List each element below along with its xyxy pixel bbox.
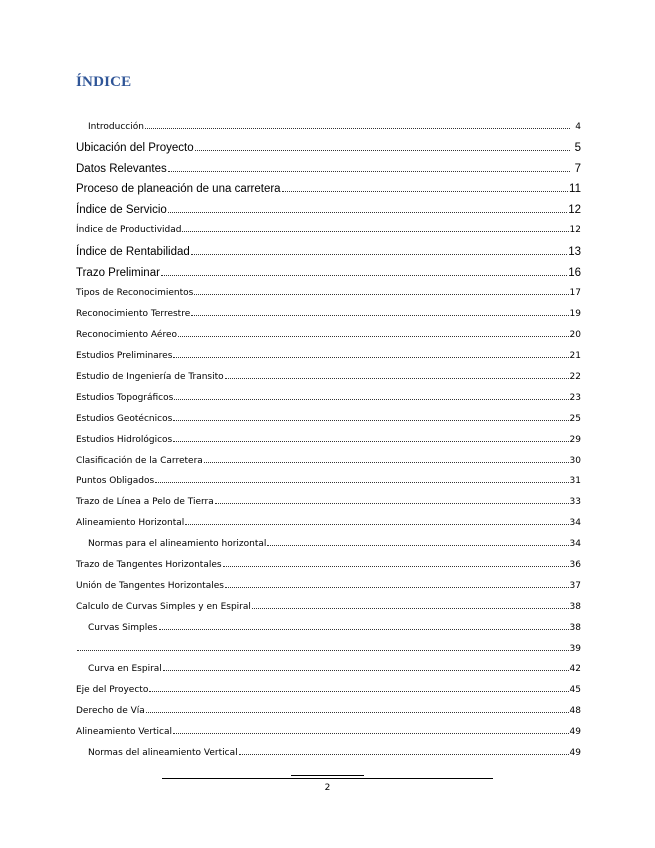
toc-entry-page: 38	[569, 602, 581, 612]
toc-entry-label: Estudios Topográficos	[76, 393, 174, 403]
toc-entry[interactable]	[76, 122, 581, 132]
toc-entry-label: Normas para el alineamiento horizontal	[88, 539, 267, 549]
toc-leader-dots	[215, 502, 569, 504]
toc-entry[interactable]	[76, 456, 581, 466]
toc-entry-label: Datos Relevantes	[76, 163, 167, 175]
toc-entry[interactable]	[76, 644, 581, 654]
toc-entry-page: 7	[574, 163, 581, 175]
toc-entry-label: Calculo de Curvas Simples y en Espiral	[76, 602, 251, 612]
toc-entry-page: 5	[574, 142, 581, 154]
toc-entry-label: Unión de Tangentes Horizontales	[76, 581, 224, 591]
toc-entry-page: 11	[569, 183, 581, 195]
toc-entry[interactable]	[76, 664, 581, 674]
toc-entry[interactable]	[76, 539, 581, 549]
toc-entry-page: 21	[569, 351, 581, 361]
toc-entry-page: 38	[569, 623, 581, 633]
toc-entry-page: 23	[569, 393, 581, 403]
toc-leader-dots	[146, 711, 569, 713]
toc-leader-dots	[145, 127, 570, 129]
toc-entry-label: Índice de Servicio	[76, 204, 167, 216]
toc-leader-dots	[178, 335, 569, 337]
toc-entry-page: 20	[569, 330, 581, 340]
page-title: ÍNDICE	[76, 74, 132, 90]
toc-entry-page: 48	[569, 706, 581, 716]
toc-leader-dots	[223, 565, 569, 567]
toc-entry-label: Estudios Hidrológicos	[76, 435, 173, 445]
toc-entry-label: Trazo de Línea a Pelo de Tierra	[76, 497, 214, 507]
toc-entry-label: Curva en Espiral	[88, 664, 162, 674]
toc-entry-page: 19	[569, 309, 581, 319]
toc-entry-label: Índice de Rentabilidad	[76, 246, 190, 258]
toc-entry[interactable]	[76, 685, 581, 695]
toc-entry[interactable]	[76, 142, 581, 154]
toc-entry-page: 49	[569, 748, 581, 758]
toc-entry-page: 13	[568, 246, 581, 258]
toc-entry-label: Reconocimiento Aéreo	[76, 330, 177, 340]
toc-entry[interactable]	[76, 706, 581, 716]
toc-leader-dots	[204, 461, 569, 463]
toc-entry-page: 49	[569, 727, 581, 737]
toc-leader-dots	[252, 607, 569, 609]
toc-entry[interactable]	[76, 372, 581, 382]
toc-leader-dots	[225, 586, 569, 588]
toc-entry-label: Estudio de Ingeniería de Transito	[76, 372, 224, 382]
toc-entry-label: Estudios Geotécnicos	[76, 414, 173, 424]
toc-entry-label: Proceso de planeación de una carretera	[76, 183, 281, 195]
toc-entry-page: 36	[569, 560, 581, 570]
toc-entry[interactable]	[76, 560, 581, 570]
toc-leader-dots	[173, 419, 568, 421]
toc-entry[interactable]	[76, 351, 581, 361]
footer-rule-short	[291, 775, 364, 776]
toc-leader-dots	[225, 377, 569, 379]
toc-entry-page: 30	[569, 456, 581, 466]
toc-entry[interactable]	[76, 497, 581, 507]
toc-leader-dots	[155, 481, 568, 483]
toc-entry-label: Estudios Preliminares	[76, 351, 173, 361]
toc-entry-page: 31	[569, 476, 581, 486]
toc-entry[interactable]	[76, 288, 581, 298]
toc-entry[interactable]	[76, 727, 581, 737]
toc-leader-dots	[77, 649, 569, 651]
toc-entry[interactable]	[76, 330, 581, 340]
toc-entry-label: Tipos de Reconocimientos	[76, 288, 194, 298]
toc-entry[interactable]	[76, 393, 581, 403]
toc-entry-page: 29	[569, 435, 581, 445]
toc-entry-page: 17	[569, 288, 581, 298]
toc-leader-dots	[194, 293, 568, 295]
toc-entry-page: 4	[575, 122, 581, 132]
page-number: 2	[324, 783, 331, 793]
toc-entry-label: Eje del Proyecto	[76, 685, 149, 695]
toc-leader-dots	[195, 149, 570, 151]
toc-entry-page: 45	[569, 685, 581, 695]
toc-entry-page: 22	[569, 372, 581, 382]
toc-entry[interactable]	[76, 267, 581, 279]
toc-leader-dots	[173, 356, 568, 358]
toc-entry[interactable]	[76, 204, 581, 216]
toc-entry-label: Clasificación de la Carretera	[76, 456, 203, 466]
toc-entry-page: 16	[568, 267, 581, 279]
toc-entry[interactable]	[76, 414, 581, 424]
toc-entry-label: Derecho de Vía	[76, 706, 145, 716]
toc-entry[interactable]	[76, 225, 581, 235]
toc-leader-dots	[149, 690, 568, 692]
toc-entry-label: Trazo Preliminar	[76, 267, 160, 279]
toc-entry-page: 39	[569, 644, 581, 654]
toc-leader-dots	[282, 190, 568, 192]
toc-leader-dots	[191, 253, 567, 255]
toc-entry[interactable]	[76, 183, 581, 195]
toc-entry-page: 33	[569, 497, 581, 507]
toc-leader-dots	[173, 732, 569, 734]
toc-entry[interactable]	[76, 748, 581, 758]
toc-entry-label: Alineamiento Vertical	[76, 727, 173, 737]
toc-entry[interactable]	[76, 518, 581, 528]
toc-leader-dots	[267, 544, 568, 546]
toc-entry[interactable]	[76, 163, 581, 175]
toc-entry-page: 37	[569, 581, 581, 591]
toc-entry-label: Reconocimiento Terrestre	[76, 309, 191, 319]
toc-entry-label: Introducción	[88, 122, 144, 132]
toc-leader-dots	[163, 669, 569, 671]
toc-entry-page: 25	[569, 414, 581, 424]
toc-entry-label: Puntos Obligados	[76, 476, 155, 486]
toc-entry-page: 12	[568, 204, 581, 216]
toc-leader-dots	[161, 274, 567, 276]
toc-entry[interactable]	[76, 309, 581, 319]
toc-entry[interactable]	[76, 602, 581, 612]
toc-entry[interactable]	[76, 623, 581, 633]
toc-entry[interactable]	[76, 246, 581, 258]
toc-entry-label: Curvas Simples	[88, 623, 158, 633]
toc-leader-dots	[168, 170, 570, 172]
toc-entry-page: 34	[569, 539, 581, 549]
toc-entry-label: Normas del alineamiento Vertical	[88, 748, 238, 758]
footer-rule	[162, 778, 493, 779]
toc-leader-dots	[173, 440, 568, 442]
toc-entry-label: Ubicación del Proyecto	[76, 142, 194, 154]
toc-entry-page: 42	[569, 664, 581, 674]
toc-leader-dots	[182, 230, 568, 232]
toc-entry-label: Alineamiento Horizontal	[76, 518, 185, 528]
toc-entry-page: 34	[569, 518, 581, 528]
toc-entry-label: Trazo de Tangentes Horizontales	[76, 560, 222, 570]
toc-leader-dots	[185, 523, 568, 525]
toc-entry-label: Índice de Productividad	[76, 225, 182, 235]
toc-entry[interactable]	[76, 435, 581, 445]
toc-entry[interactable]	[76, 476, 581, 486]
toc-leader-dots	[174, 398, 568, 400]
toc-leader-dots	[159, 628, 569, 630]
toc-leader-dots	[168, 211, 567, 213]
toc-entry[interactable]	[76, 581, 581, 591]
toc-entry-page: 12	[569, 225, 581, 235]
toc-leader-dots	[239, 753, 569, 755]
toc-leader-dots	[191, 314, 568, 316]
